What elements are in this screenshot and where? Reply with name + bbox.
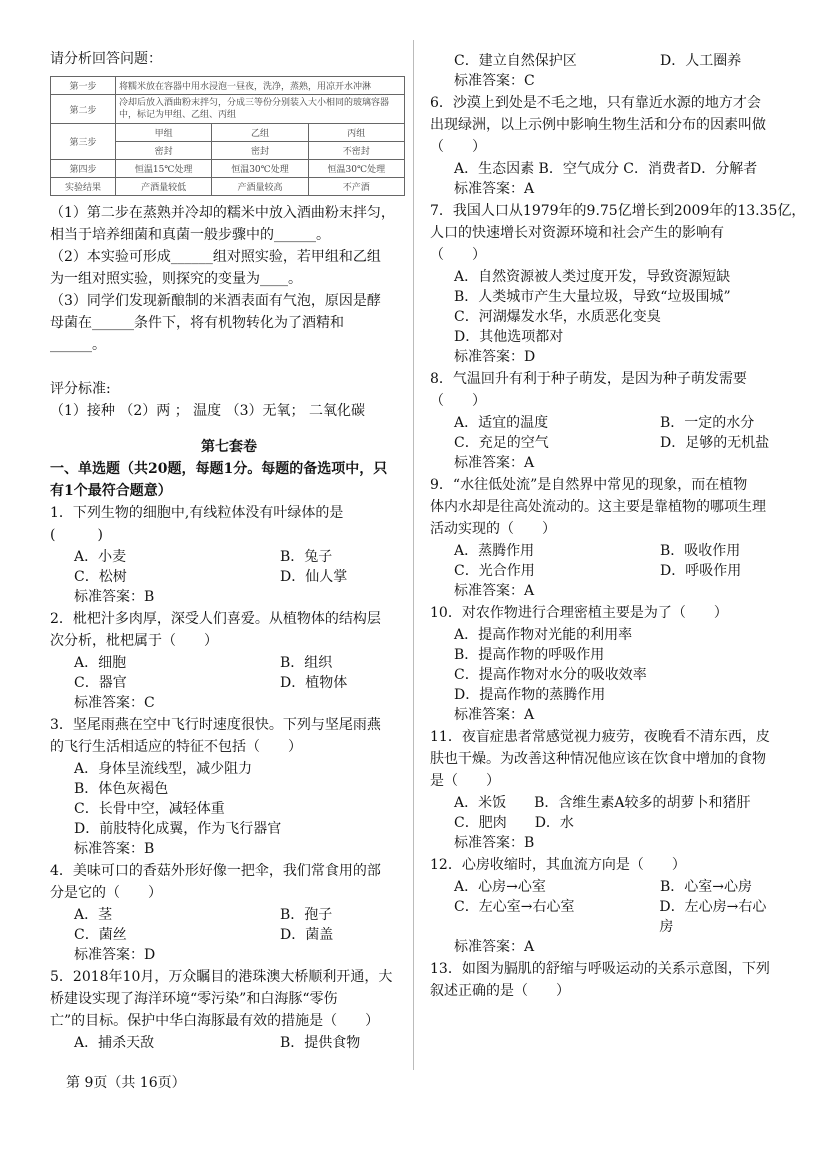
option-row bbox=[50, 778, 408, 798]
section-heading: 有1个最符合题意） bbox=[50, 483, 172, 499]
answer-option[interactable]: A．自然资源被人类过度开发，导致资源短缺 bbox=[454, 269, 731, 285]
option-row bbox=[430, 158, 780, 178]
scoring-label: 评分标准: bbox=[50, 381, 111, 397]
section-title: 第七套卷 bbox=[201, 439, 257, 455]
standard-answer: 标准答案：A bbox=[454, 583, 535, 599]
option-row bbox=[50, 566, 408, 586]
answer-option[interactable]: D．其他选项都对 bbox=[454, 329, 564, 345]
option-row bbox=[430, 624, 780, 644]
question-stem: 7．我国人口从1979年的9.75亿增长到2009年的13.35亿， bbox=[430, 203, 806, 219]
question-list bbox=[430, 92, 806, 1002]
answer-option[interactable]: D．左心房→右心房 bbox=[659, 899, 767, 935]
option-row bbox=[50, 924, 408, 944]
question-stem: 8．气温回升有利于种子萌发，是因为种子萌发需要 bbox=[430, 371, 747, 387]
intro-text: 请分析回答问题： bbox=[50, 51, 162, 67]
right-column bbox=[430, 50, 806, 1002]
answer-option[interactable]: D．菌盖 bbox=[280, 927, 334, 943]
option-row bbox=[430, 560, 780, 580]
answer-option[interactable]: D．植物体 bbox=[280, 675, 348, 691]
option-row bbox=[430, 876, 780, 896]
table-row: 第一步 将糯米放在容器中用水浸泡一昼夜，洗净，蒸熟，用凉开水冲淋 bbox=[51, 77, 405, 95]
table-row: 第四步 恒温15℃处理 恒温30℃处理 恒温30℃处理 bbox=[51, 160, 405, 178]
answer-option[interactable]: D．仙人掌 bbox=[280, 569, 348, 585]
answer-option[interactable]: C．光合作用 bbox=[454, 563, 535, 579]
option-row bbox=[50, 672, 408, 692]
option-row bbox=[430, 684, 780, 704]
answer-option[interactable]: C．菌丝 bbox=[74, 927, 127, 943]
question-line: ______。 bbox=[50, 337, 106, 353]
question-stem: ( ) bbox=[50, 527, 103, 543]
answer-option[interactable]: B．人类城市产生大量垃圾，导致“垃圾围城” bbox=[454, 289, 731, 305]
question-stem: 5．2018年10月，万众瞩目的港珠澳大桥顺利开通，大 bbox=[50, 969, 393, 985]
answer-option[interactable]: B．心室→心房 bbox=[660, 879, 753, 895]
section-heading: 一、单选题（共20题，每题1分。每题的备选项中，只 bbox=[50, 461, 388, 477]
question-line: （2）本实验可形成______组对照实验，若甲组和乙组 bbox=[50, 249, 381, 265]
question-stem: 的飞行生活相适应的特征不包括（ ） bbox=[50, 739, 302, 755]
answer-option[interactable]: A．茎 bbox=[74, 907, 113, 923]
scoring-text: （1）接种 （2）两 ； 温度 （3）无氧； 二氧化碳 bbox=[50, 403, 365, 419]
answer-option[interactable]: C．肥肉 D．水 bbox=[454, 815, 574, 831]
answer-option[interactable]: A．蒸腾作用 bbox=[454, 543, 535, 559]
experiment-table bbox=[50, 76, 405, 196]
option-row bbox=[430, 664, 780, 684]
answer-option[interactable]: D．足够的无机盐 bbox=[660, 435, 770, 451]
option-row bbox=[50, 758, 408, 778]
option-row bbox=[430, 540, 780, 560]
table-row: 密封 密封 不密封 bbox=[51, 142, 405, 160]
question-stem: 9．“水往低处流”是自然界中常见的现象，而在植物 bbox=[430, 477, 748, 493]
question-stem: 亡”的目标。保护中华白海豚最有效的措施是（ ） bbox=[50, 1013, 380, 1029]
option-row bbox=[430, 644, 780, 664]
question-stem: 肤也干燥。为改善这种情况他应该在饮食中增加的食物 bbox=[430, 751, 766, 767]
question-stem: （ ） bbox=[430, 139, 486, 155]
page-footer: 第 9页（共 16页） bbox=[66, 1075, 186, 1091]
question-stem: 活动实现的（ ） bbox=[430, 521, 556, 537]
question-line: 相当于培养细菌和真菌一般步骤中的______。 bbox=[50, 227, 330, 243]
question-stem: 是（ ） bbox=[430, 773, 500, 789]
standard-answer: 标准答案：B bbox=[74, 589, 155, 605]
question-list bbox=[50, 502, 408, 1052]
question-stem: 分是它的（ ） bbox=[50, 885, 162, 901]
question-line: （1）第二步在蒸熟并冷却的糯米中放入酒曲粉末拌匀， bbox=[50, 205, 395, 221]
answer-option[interactable]: A．心房→心室 bbox=[454, 879, 546, 895]
table-row: 第三步 甲组 乙组 丙组 bbox=[51, 124, 405, 142]
question-stem: 次分析，枇杷属于（ ） bbox=[50, 633, 218, 649]
standard-answer: 标准答案：D bbox=[454, 349, 536, 365]
question-stem: 11．夜盲症患者常感觉视力疲劳，夜晚看不清东西，皮 bbox=[430, 729, 770, 745]
standard-answer: 标准答案：D bbox=[74, 947, 156, 963]
question-stem: 13．如图为膈肌的舒缩与呼吸运动的关系示意图，下列 bbox=[430, 961, 770, 977]
standard-answer: 标准答案：A bbox=[454, 181, 535, 197]
answer-option[interactable]: B．孢子 bbox=[280, 907, 333, 923]
option-row bbox=[430, 896, 780, 936]
option-row bbox=[50, 818, 408, 838]
standard-answer: 标准答案：B bbox=[454, 835, 535, 851]
table-row: 实验结果 产酒量较低 产酒量较高 不产酒 bbox=[51, 178, 405, 196]
answer-option[interactable]: B．提高作物的呼吸作用 bbox=[454, 647, 605, 663]
question-stem: 叙述正确的是（ ） bbox=[430, 983, 570, 999]
answer-option[interactable]: A．米饭 B．含维生素A较多的胡萝卜和猪肝 bbox=[454, 795, 751, 811]
standard-answer: 标准答案：A bbox=[454, 707, 535, 723]
answer-option[interactable]: C．提高作物对水分的吸收效率 bbox=[454, 667, 647, 683]
question-stem: 人口的快速增长对资源环境和社会产生的影响有 bbox=[430, 225, 724, 241]
answer-option[interactable]: C．左心室→右心室 bbox=[454, 899, 575, 915]
answer-option[interactable]: B．一定的水分 bbox=[660, 415, 755, 431]
answer-option[interactable]: D．前肢特化成翼，作为飞行器官 bbox=[74, 821, 282, 837]
answer-option[interactable]: C．松树 bbox=[74, 569, 127, 585]
option-row bbox=[430, 50, 780, 70]
question-stem: （ ） bbox=[430, 247, 486, 263]
answer-option[interactable]: A．生态因素 B．空气成分 C．消费者D．分解者 bbox=[454, 161, 758, 177]
question-stem: 3．坚尾雨燕在空中飞行时速度很快。下列与坚尾雨燕 bbox=[50, 717, 381, 733]
answer-option[interactable]: D．提高作物的蒸腾作用 bbox=[454, 687, 606, 703]
option-row bbox=[430, 286, 780, 306]
question-stem: 10．对农作物进行合理密植主要是为了（ ） bbox=[430, 605, 728, 621]
answer-option[interactable]: B．提供食物 bbox=[280, 1035, 361, 1051]
option-row bbox=[50, 904, 408, 924]
table-row: 第二步 冷却后放入酒曲粉末拌匀，分成三等份分别装入大小相同的玻璃容器中，标记为甲组、乙组、丙组 bbox=[51, 95, 405, 124]
option-row bbox=[50, 1032, 408, 1052]
answer-option[interactable]: A．捕杀天敌 bbox=[74, 1035, 155, 1051]
answer-option[interactable]: A．提高作物对光能的利用率 bbox=[454, 627, 633, 643]
left-column bbox=[50, 48, 408, 1052]
column-divider bbox=[413, 40, 414, 1070]
option-row bbox=[430, 326, 780, 346]
answer-option[interactable]: B．体色灰褐色 bbox=[74, 781, 169, 797]
question-stem: 体内水却是往高处流动的。这主要是靠植物的哪项生理 bbox=[430, 499, 766, 515]
answer-option[interactable]: B．组织 bbox=[280, 655, 333, 671]
question-line: （3）同学们发现新酿制的米酒表面有气泡，原因是酵 bbox=[50, 293, 381, 309]
question-stem: 桥建设实现了海洋环境“零污染”和白海豚“零伤 bbox=[50, 991, 338, 1007]
question-stem: 6．沙漠上到处是不毛之地，只有靠近水源的地方才会 bbox=[430, 95, 761, 111]
option-row bbox=[50, 798, 408, 818]
option-row bbox=[430, 412, 780, 432]
standard-answer: 标准答案：C bbox=[454, 73, 535, 89]
question-line: 为一组对照实验，则探究的变量为____。 bbox=[50, 271, 302, 287]
question-stem: 2．枇杷汁多肉厚，深受人们喜爱。从植物体的结构层 bbox=[50, 611, 381, 627]
answer-option[interactable]: C．长骨中空，减轻体重 bbox=[74, 801, 225, 817]
answer-option[interactable]: B．兔子 bbox=[280, 549, 333, 565]
standard-answer: 标准答案：B bbox=[74, 841, 155, 857]
option-row bbox=[430, 812, 780, 832]
question-stem: 1．下列生物的细胞中,有线粒体没有叶绿体的是 bbox=[50, 505, 344, 521]
question-line: 母菌在______条件下，将有机物转化为了酒精和 bbox=[50, 315, 344, 331]
answer-option[interactable]: C．充足的空气 bbox=[454, 435, 549, 451]
answer-option[interactable]: B．吸收作用 bbox=[660, 543, 741, 559]
answer-option[interactable]: A．身体呈流线型，减少阻力 bbox=[74, 761, 253, 777]
question-stem: 12．心房收缩时，其血流方向是（ ） bbox=[430, 857, 686, 873]
answer-option[interactable]: D．呼吸作用 bbox=[660, 563, 742, 579]
option-c[interactable]: C．建立自然保护区 bbox=[454, 53, 577, 69]
answer-option[interactable]: A．适宜的温度 bbox=[454, 415, 549, 431]
answer-option[interactable]: C．器官 bbox=[74, 675, 127, 691]
option-row bbox=[430, 792, 780, 812]
option-row bbox=[50, 652, 408, 672]
option-row bbox=[50, 546, 408, 566]
option-d[interactable]: D．人工圈养 bbox=[660, 53, 742, 69]
standard-answer: 标准答案：C bbox=[74, 695, 155, 711]
question-stem: 4．美味可口的香菇外形好像一把伞，我们常食用的部 bbox=[50, 863, 381, 879]
option-row bbox=[430, 432, 780, 452]
standard-answer: 标准答案：A bbox=[454, 455, 535, 471]
option-row bbox=[430, 266, 780, 286]
answer-option[interactable]: C．河湖爆发水华，水质恶化变臭 bbox=[454, 309, 661, 325]
question-stem: 出现绿洲，以上示例中影响生物生活和分布的因素叫做 bbox=[430, 117, 766, 133]
question-stem: （ ） bbox=[430, 393, 486, 409]
answer-option[interactable]: A．小麦 bbox=[74, 549, 127, 565]
option-row bbox=[430, 306, 780, 326]
answer-option[interactable]: A．细胞 bbox=[74, 655, 127, 671]
standard-answer: 标准答案：A bbox=[454, 939, 535, 955]
